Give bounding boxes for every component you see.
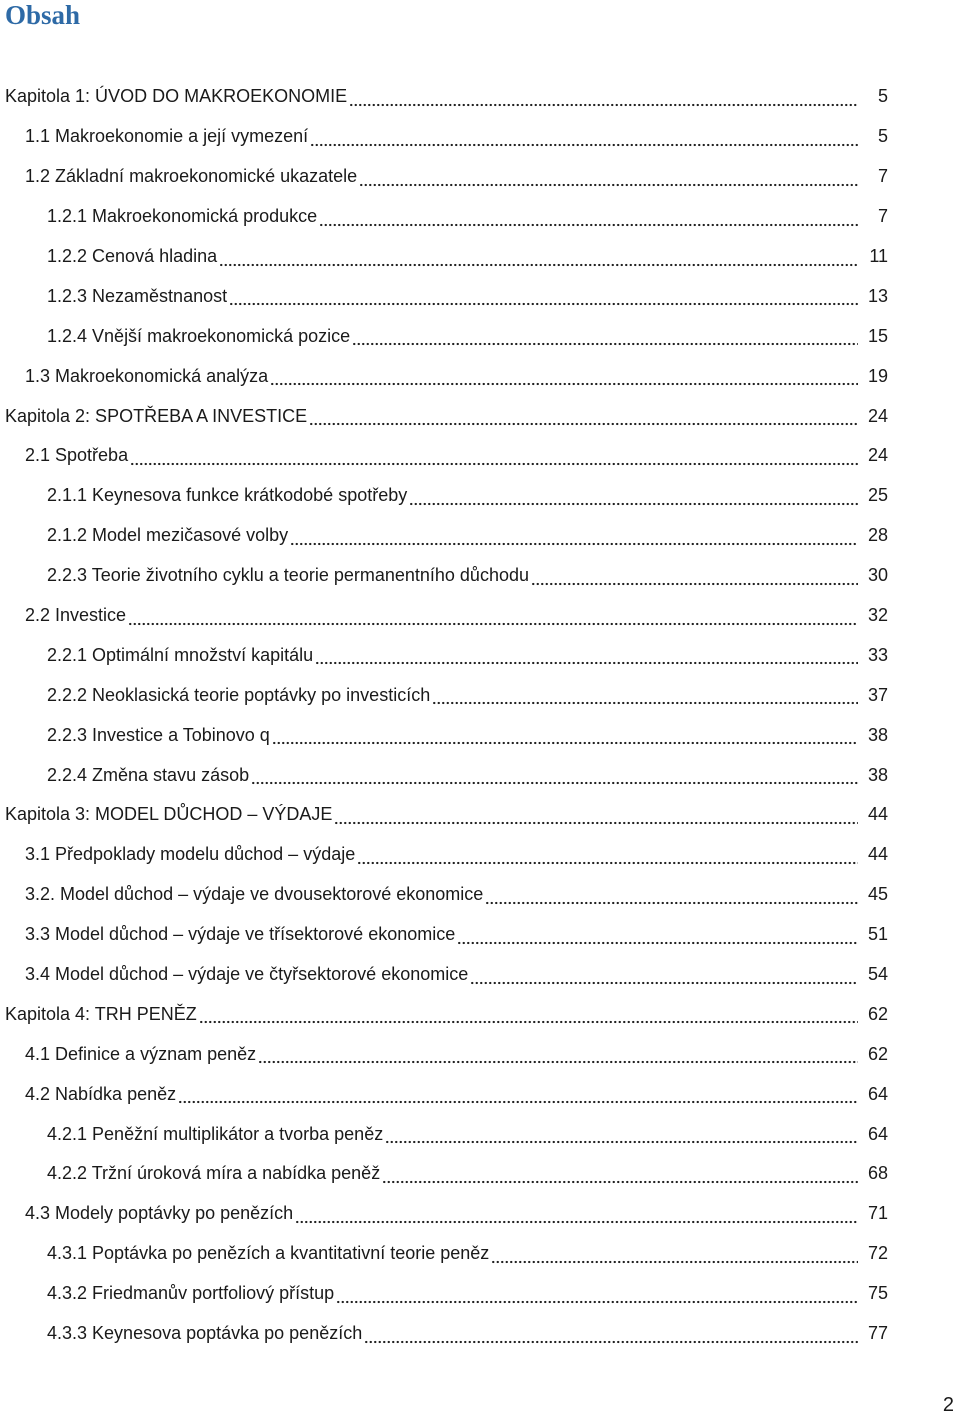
toc-entry-page: 77 xyxy=(867,1323,888,1344)
toc-entry-title: 2.2.2 Neoklasická teorie poptávky po investicích xyxy=(47,684,431,705)
dot-leader xyxy=(295,1203,858,1225)
toc-entry-page: 62 xyxy=(867,1003,888,1024)
toc-entry-title: Kapitola 4: TRH PENĚZ xyxy=(5,1003,197,1024)
toc-entry-page: 24 xyxy=(867,445,888,466)
toc-entry-page: 19 xyxy=(867,365,888,386)
toc-entry-page: 44 xyxy=(867,844,888,865)
toc-entry[interactable] xyxy=(0,596,960,636)
dot-leader xyxy=(334,804,858,826)
dot-leader xyxy=(352,325,858,347)
toc-entry-page: 13 xyxy=(867,285,888,306)
toc-entry-page: 5 xyxy=(877,86,888,107)
toc-entry-title: 2.2.1 Optimální množství kapitálu xyxy=(47,644,314,665)
toc-entry[interactable] xyxy=(0,556,960,596)
toc-entry[interactable] xyxy=(0,795,960,835)
toc-entry-page: 51 xyxy=(867,924,888,945)
toc-entry-title: 4.2.1 Peněžní multiplikátor a tvorba peněz xyxy=(47,1123,384,1144)
dot-leader xyxy=(385,1123,858,1145)
toc-entry-title: 2.1.1 Keynesova funkce krátkodobé spotřeby xyxy=(47,485,408,506)
dot-leader xyxy=(219,246,858,268)
toc-entry[interactable] xyxy=(0,1034,960,1074)
toc-entry[interactable] xyxy=(0,316,960,356)
toc-entry[interactable] xyxy=(0,1314,960,1354)
toc-entry[interactable] xyxy=(0,635,960,675)
toc-entry-title: Kapitola 2: SPOTŘEBA A INVESTICE xyxy=(5,405,308,426)
dot-leader xyxy=(409,485,858,507)
toc-entry-page: 28 xyxy=(867,525,888,546)
toc-entry-title: 4.3.3 Keynesova poptávka po penězích xyxy=(47,1323,363,1344)
dot-leader xyxy=(336,1283,858,1305)
toc-entry-page: 37 xyxy=(867,684,888,705)
dot-leader xyxy=(199,1003,858,1025)
toc-entry-title: 2.2.4 Změna stavu zásob xyxy=(47,764,250,785)
toc-entry-title: 4.1 Definice a význam peněz xyxy=(25,1043,257,1064)
dot-leader xyxy=(178,1083,858,1105)
toc-entry-page: 30 xyxy=(867,565,888,586)
dot-leader xyxy=(364,1323,858,1345)
dot-leader xyxy=(432,684,858,706)
dot-leader xyxy=(470,964,858,986)
dot-leader xyxy=(315,644,858,666)
toc-entry-page: 54 xyxy=(867,964,888,985)
toc-entry[interactable] xyxy=(0,1234,960,1274)
toc-entry[interactable] xyxy=(0,1114,960,1154)
toc-entry[interactable] xyxy=(0,994,960,1034)
toc-entry-title: 3.3 Model důchod – výdaje ve třísektorové ekonomice xyxy=(25,924,456,945)
toc-entry-title: 4.2.2 Tržní úroková míra a nabídka peněž xyxy=(47,1163,381,1184)
toc-entry-page: 71 xyxy=(867,1203,888,1224)
toc-entry[interactable] xyxy=(0,197,960,237)
dot-leader xyxy=(457,924,858,946)
dot-leader xyxy=(258,1043,858,1065)
toc-entry[interactable] xyxy=(0,1274,960,1314)
toc-entry-page: 11 xyxy=(869,246,888,266)
toc-entry-page: 38 xyxy=(867,764,888,785)
toc-entry-page: 7 xyxy=(877,166,888,187)
toc-entry-title: 3.2. Model důchod – výdaje ve dvousektorové ekonomice xyxy=(25,884,484,905)
dot-leader xyxy=(229,285,858,307)
toc-entry-page: 44 xyxy=(867,804,888,825)
toc-entry[interactable] xyxy=(0,755,960,795)
table-of-contents xyxy=(0,77,960,1354)
dot-leader xyxy=(349,86,858,108)
toc-entry[interactable] xyxy=(0,276,960,316)
toc-entry-page: 72 xyxy=(867,1243,888,1264)
dot-leader xyxy=(485,884,858,906)
toc-entry-page: 64 xyxy=(867,1083,888,1104)
toc-entry-page: 5 xyxy=(877,126,888,147)
toc-entry-title: 1.2.4 Vnější makroekonomická pozice xyxy=(47,325,351,346)
toc-entry[interactable] xyxy=(0,835,960,875)
toc-entry[interactable] xyxy=(0,1154,960,1194)
toc-entry-title: 1.2.2 Cenová hladina xyxy=(47,246,218,266)
toc-entry[interactable] xyxy=(0,77,960,117)
dot-leader xyxy=(272,724,858,746)
toc-entry-page: 62 xyxy=(867,1043,888,1064)
toc-heading: Obsah xyxy=(5,0,81,30)
toc-entry[interactable] xyxy=(0,715,960,755)
toc-entry-title: 1.2.1 Makroekonomická produkce xyxy=(47,206,318,227)
toc-entry-page: 45 xyxy=(867,884,888,905)
toc-entry-page: 7 xyxy=(877,206,888,227)
toc-entry-page: 33 xyxy=(867,644,888,665)
toc-entry[interactable] xyxy=(0,436,960,476)
dot-leader xyxy=(128,605,858,627)
toc-entry[interactable] xyxy=(0,955,960,995)
toc-entry-title: Kapitola 3: MODEL DŮCHOD – VÝDAJE xyxy=(5,804,333,825)
toc-entry-title: 4.3 Modely poptávky po penězích xyxy=(25,1203,294,1224)
toc-entry[interactable] xyxy=(0,396,960,436)
toc-entry[interactable] xyxy=(0,875,960,915)
toc-entry-page: 38 xyxy=(867,724,888,745)
toc-entry-title: 3.4 Model důchod – výdaje ve čtyřsektorové ekonomice xyxy=(25,964,469,985)
dot-leader xyxy=(251,764,858,786)
toc-entry-page: 24 xyxy=(867,405,888,426)
toc-entry-title: 2.2.3 Teorie životního cyklu a teorie permanentního důchodu xyxy=(47,565,529,586)
toc-entry[interactable] xyxy=(0,117,960,157)
toc-entry-title: 2.1.2 Model mezičasové volby xyxy=(47,525,289,546)
dot-leader xyxy=(290,525,858,547)
toc-entry-title: 1.1 Makroekonomie a její vymezení xyxy=(25,126,309,147)
dot-leader xyxy=(130,445,858,467)
toc-entry[interactable] xyxy=(0,675,960,715)
toc-entry-page: 68 xyxy=(867,1163,888,1184)
toc-entry-title: 1.2.3 Nezaměstnanost xyxy=(47,285,228,306)
toc-entry-title: 4.3.1 Poptávka po penězích a kvantitativní teorie peněz xyxy=(47,1243,490,1264)
toc-entry-page: 75 xyxy=(867,1283,888,1304)
dot-leader xyxy=(382,1163,858,1185)
dot-leader xyxy=(531,565,858,587)
toc-entry[interactable] xyxy=(0,516,960,556)
dot-leader xyxy=(309,405,858,427)
toc-entry-title: 3.1 Předpoklady modelu důchod – výdaje xyxy=(25,844,356,865)
toc-entry-title: 4.2 Nabídka peněz xyxy=(25,1083,177,1104)
toc-entry-title: 2.2 Investice xyxy=(25,605,127,626)
toc-entry[interactable] xyxy=(0,1194,960,1234)
dot-leader xyxy=(357,844,858,866)
toc-entry-page: 15 xyxy=(867,325,888,346)
toc-entry-title: Kapitola 1: ÚVOD DO MAKROEKONOMIE xyxy=(5,86,348,107)
toc-entry-page: 25 xyxy=(867,485,888,506)
toc-entry-title: 4.3.2 Friedmanův portfoliový přístup xyxy=(47,1283,335,1304)
dot-leader xyxy=(359,166,858,188)
toc-entry[interactable] xyxy=(0,915,960,955)
toc-entry[interactable] xyxy=(0,476,960,516)
page-number: 2 xyxy=(942,1394,954,1416)
toc-entry-title: 1.3 Makroekonomická analýza xyxy=(25,365,269,386)
toc-entry-page: 32 xyxy=(867,605,888,626)
toc-entry-title: 1.2 Základní makroekonomické ukazatele xyxy=(25,166,358,187)
toc-entry-title: 2.1 Spotřeba xyxy=(25,445,129,466)
dot-leader xyxy=(310,126,858,148)
toc-entry-page: 64 xyxy=(867,1123,888,1144)
toc-entry[interactable] xyxy=(0,237,960,277)
toc-entry[interactable] xyxy=(0,356,960,396)
toc-entry[interactable] xyxy=(0,157,960,197)
dot-leader xyxy=(319,206,858,228)
toc-entry[interactable] xyxy=(0,1074,960,1114)
dot-leader xyxy=(270,365,858,387)
dot-leader xyxy=(491,1243,858,1265)
toc-entry-title: 2.2.3 Investice a Tobinovo q xyxy=(47,724,270,745)
